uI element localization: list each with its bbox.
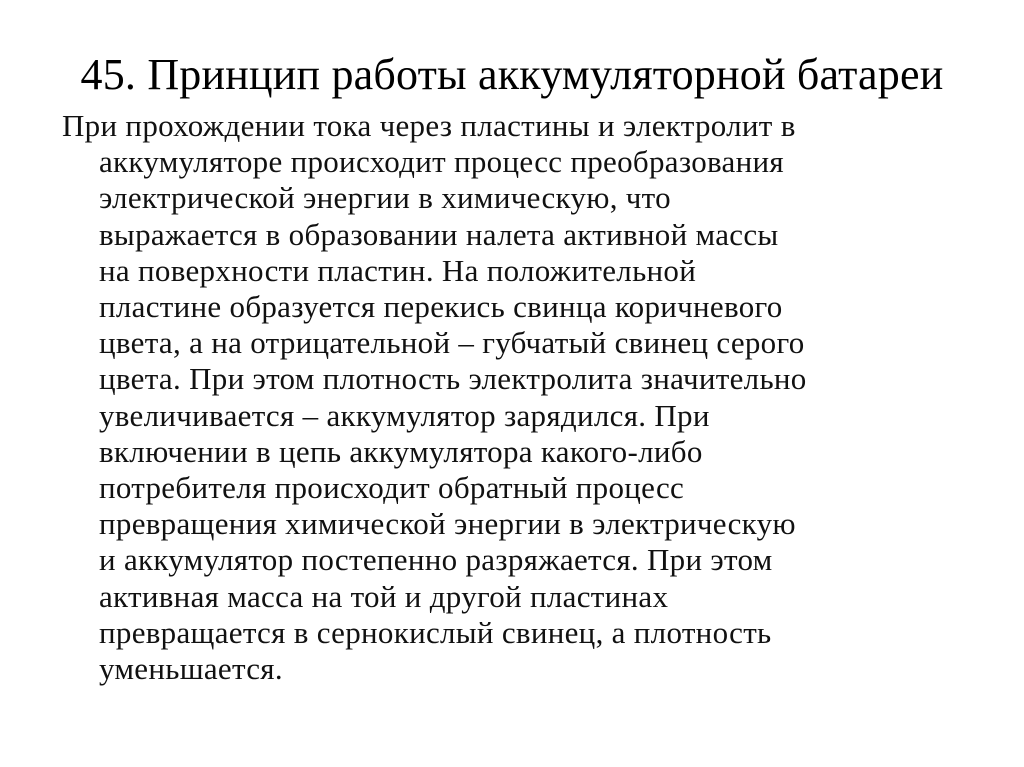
body-text-line: превращается в сернокислый свинец, а плотность (99, 614, 772, 650)
body-text-line: превращения химической энергии в электрическую (99, 506, 796, 542)
body-text-line: электрической энергии в химическую, что (99, 180, 671, 216)
body-text-line: на поверхности пластин. На положительной (99, 252, 697, 288)
slide-body-text (62, 108, 807, 687)
body-text-line: пластине образуется перекись свинца коричневого (99, 289, 783, 325)
body-text-line: потребителя происходит обратный процесс (99, 470, 685, 506)
body-text-line: включении в цепь аккумулятора какого-либо (99, 433, 703, 469)
body-text-line: уменьшается. (99, 651, 283, 687)
body-text-line: При прохождении тока через пластины и электролит в (62, 108, 796, 143)
body-text-line: активная масса на той и другой пластинах (99, 578, 669, 614)
body-text-line: выражается в образовании налета активной массы (99, 216, 779, 252)
body-text-line: увеличивается – аккумулятор зарядился. При (99, 397, 710, 433)
body-text-line: и аккумулятор постепенно разряжается. При этом (99, 542, 773, 578)
body-text-line: цвета. При этом плотность электролита значительно (99, 361, 807, 397)
body-text-line: цвета, а на отрицательной – губчатый свинец серого (99, 325, 805, 361)
body-text-line: аккумуляторе происходит процесс преобразования (99, 144, 784, 180)
slide-title: 45. Принцип работы аккумуляторной батареи (80, 50, 944, 99)
